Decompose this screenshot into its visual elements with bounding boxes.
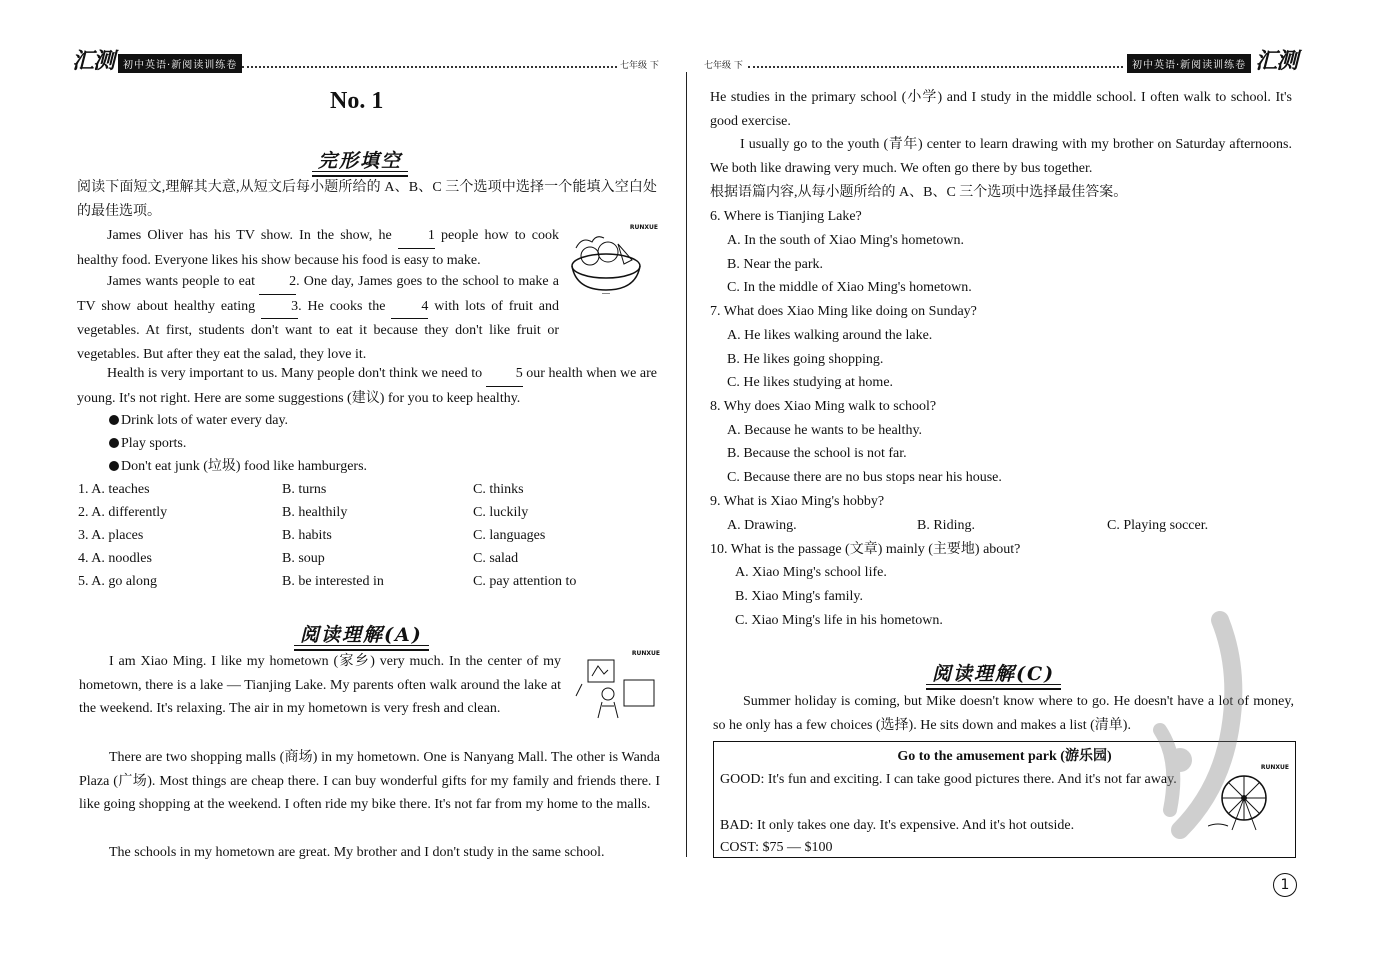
option: A. He likes walking around the lake. [727,328,933,343]
list-good: GOOD: It's fun and exciting. I can take good pictures there. And it's not far away. [720,772,1177,787]
watermark-stamp [1140,610,1270,840]
list-cost: COST: $75 — $100 [720,840,833,855]
right-header [1127,44,1297,75]
reading-a-paragraph-2: There are two shopping malls (商场) in my hometown. One is Nanyang Mall. The other is Wanda Plaza (广场). Most things are cheap there. I can buy wonderful gifts for my family and friends there. I like going shopping at the weekend. I often ride my bike there. It's not far from my home to the malls. [79,750,660,812]
section-title-reading-a: 阅读理解(A) [300,620,423,647]
reading-a-paragraph-1: I am Xiao Ming. I like my hometown (家乡) very much. In the center of my hometown, there is a lake — Tianjing Lake. My parents often walk around the lake at the weekend. It's relaxing. The air in my hometown is very fresh and clean. [79,654,561,716]
option: C. Xiao Ming's life in his hometown. [735,613,943,628]
question-8: 8. Why does Xiao Ming walk to school? [710,399,937,414]
brand-logo: 汇测 [72,49,115,74]
option: C. Playing soccer. [1107,518,1209,533]
cloze-question-row: 2. A. differently B. healthily C. luckily [78,505,529,520]
cloze-paragraph-2a: James wants people to eat 2. One day, James goes to the school to make a TV show about healthy eating 3. He cooks the 4 with lots of fruit and vegetables. At first, students don't want to eat it because they don't like fruit or vegetables. But after they eat the salad, they love it. [77,270,559,366]
page-number: 1 [1273,873,1297,897]
series-tag: 初中英语·新阅读训练卷 [1127,54,1251,73]
cloze-question-row: 1. A. teaches B. turns C. thinks [78,482,524,497]
option: A. In the south of Xiao Ming's hometown. [727,233,965,248]
option: A. Because he wants to be healthy. [727,423,923,438]
fruit-basket-image [566,224,660,294]
option: B. Because the school is not far. [727,446,907,461]
list-title: Go to the amusement park (游乐园) [897,749,1112,764]
bullet-icon [109,438,119,448]
reading-a-paragraph-3: The schools in my hometown are great. My brother and I don't study in the same school. [109,845,605,860]
cloze-question-row: 4. A. noodles B. soup C. salad [78,551,519,566]
option: B. Near the park. [727,257,824,272]
blank-3: 3 [261,295,298,320]
question-7: 7. What does Xiao Ming like doing on Sunday? [710,304,977,319]
image-tag: RUNXUE [631,650,660,657]
grade-label: 七年级 下 [620,61,659,71]
reading-a-paragraph-3-cont: He studies in the primary school (小学) and I study in the middle school. I often walk to school. It's good exercise. [710,90,1292,129]
question-9: 9. What is Xiao Ming's hobby? [710,494,885,509]
option: C. In the middle of Xiao Ming's hometown. [727,280,972,295]
tip-item: Don't eat junk (垃圾) food like hamburgers. [109,455,509,479]
blank-1: 1 [398,224,435,249]
list-bad: BAD: It only takes one day. It's expensive. And it's hot outside. [720,818,1075,833]
tip-item: Play sports. [109,432,509,456]
page-title: No. 1 [330,88,384,114]
left-header [72,44,242,75]
image-tag: RUNXUE [629,224,658,231]
option: A. Xiao Ming's school life. [735,565,887,580]
section-title-reading-c: 阅读理解(C) [932,659,1055,686]
drawing-easel-image [568,650,662,722]
option: B. Riding. [917,518,975,533]
reading-a-paragraph-4: I usually go to the youth (青年) center to learn drawing with my brother on Saturday afternoons. We both like drawing very much. We often go there by bus together. [710,137,1292,176]
series-tag: 初中英语·新阅读训练卷 [118,54,242,73]
cloze-paragraph-3: Health is very important to us. Many people don't think we need to 5 our health when we are young. It's not right. Here are some suggestions (建议) for you to keep healthy. [77,362,657,410]
reading-c-intro: Summer holiday is coming, but Mike doesn't know where to go. He doesn't have a lot of money, so he only has a few choices (选择). He sits down and makes a list (清单). [713,694,1294,733]
bullet-icon [109,461,119,471]
cloze-question-row: 5. A. go along B. be interested in C. pay attention to [78,574,577,589]
blank-4: 4 [391,295,428,320]
column-divider [686,72,687,857]
reading-a-instruction: 根据语篇内容,从每小题所给的 A、B、C 三个选项中选择最佳答案。 [710,185,1128,200]
cloze-question-row: 3. A. places B. habits C. languages [78,528,546,543]
grade-label: 七年级 下 [704,61,743,71]
tip-item: Drink lots of water every day. [109,409,509,433]
blank-2: 2 [259,270,296,295]
header-rule [242,66,617,68]
option: B. Xiao Ming's family. [735,589,863,604]
brand-logo: 汇测 [1255,49,1298,74]
section-title-cloze: 完形填空 [318,146,402,173]
option: A. Drawing. [727,518,797,533]
question-10: 10. What is the passage (文章) mainly (主要地) about? [710,542,1021,557]
bullet-icon [109,415,119,425]
option: B. He likes going shopping. [727,352,884,367]
header-rule [748,66,1123,68]
image-tag: RUNXUE [1260,764,1289,771]
blank-5: 5 [486,362,523,387]
cloze-instruction: 阅读下面短文,理解其大意,从短文后每小题所给的 A、B、C 三个选项中选择一个能填入空白处的最佳选项。 [77,180,657,219]
question-6: 6. Where is Tianjing Lake? [710,209,862,224]
option: C. He likes studying at home. [727,375,894,390]
cloze-paragraph-1: James Oliver has his TV show. In the show, he 1 people how to cook healthy food. Everyone likes his show because his food is easy to make. [77,224,559,272]
option: C. Because there are no bus stops near his house. [727,470,1002,485]
